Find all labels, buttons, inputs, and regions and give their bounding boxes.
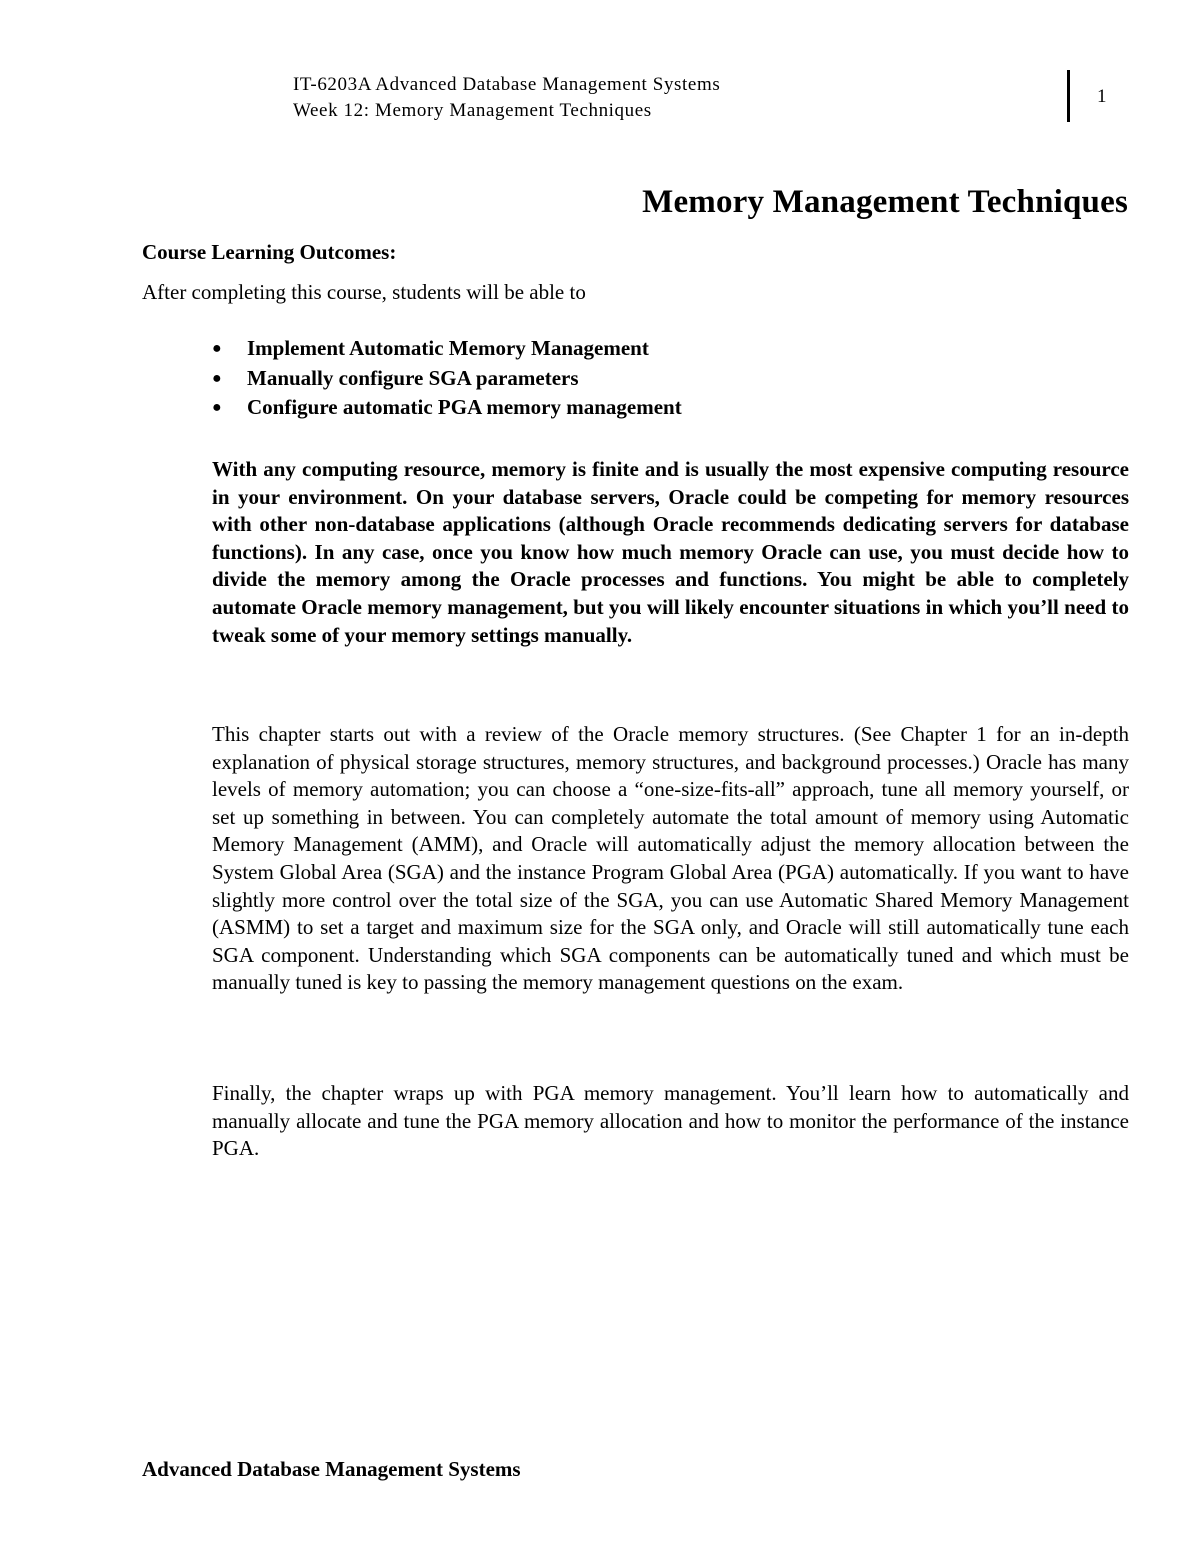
bullet-icon: ●: [212, 399, 222, 416]
bullet-icon: ●: [212, 369, 222, 387]
outcome-text: Implement Automatic Memory Management: [247, 336, 649, 360]
intro-paragraph: With any computing resource, memory is finite and is usually the most expensive computing resource in your environment. On your database servers, Oracle could be competing for memory resources with other non-database applications (although Oracle recommends dedicating servers for database functions). In any case, once you know how much memory Oracle can use, you must decide how to divide the memory among the Oracle processes and functions. You might be able to completely automate Oracle memory management, but you will likely encounter situations in which you’ll need to tweak some of your memory settings manually.: [212, 457, 1129, 647]
bullet-icon: ●: [212, 340, 222, 357]
page-number: 1: [1097, 86, 1107, 107]
pga-summary-paragraph: Finally, the chapter wraps up with PGA memory management. You’ll learn how to automatically and manually allocate and tune the PGA memory allocation and how to monitor the performance of the instance PGA.: [212, 1081, 1129, 1161]
outcome-item: [212, 364, 682, 394]
header-course-line: IT-6203A Advanced Database Management Systems: [293, 74, 721, 95]
page-header: [293, 72, 720, 124]
outcome-text: Configure automatic PGA memory management: [247, 395, 682, 419]
chapter-overview-paragraph: This chapter starts out with a review of the Oracle memory structures. (See Chapter 1 for an in-depth explanation of physical storage structures, memory structures, and background processes.) Oracle has many levels of memory automation; you can choose a “one-size-fits-all” approach, tune all memory yourself, or set up something in between. You can completely automate the total amount of memory using Automatic Memory Management (AMM), and Oracle will automatically adjust the memory allocation between the System Global Area (SGA) and the instance Program Global Area (PGA) automatically. If you want to have slightly more control over the total size of the SGA, you can use Automatic Shared Memory Management (ASMM) to set a target and maximum size for the SGA only, and Oracle will still automatically tune each SGA component. Understanding which SGA components can be automatically tuned and which must be manually tuned is key to passing the memory management questions on the exam.: [212, 722, 1129, 995]
document-title: Memory Management Techniques: [642, 184, 1128, 220]
outcomes-heading: Course Learning Outcomes:: [142, 240, 397, 264]
outcome-item: [212, 334, 682, 364]
outcomes-intro: After completing this course, students will be able to: [142, 280, 586, 304]
outcome-item: [212, 393, 682, 423]
page-footer: Advanced Database Management Systems: [142, 1457, 521, 1481]
header-divider: [1067, 70, 1070, 122]
header-week-line: Week 12: Memory Management Techniques: [293, 100, 652, 121]
outcomes-list: [212, 334, 682, 423]
outcome-text: Manually configure SGA parameters: [247, 365, 579, 390]
